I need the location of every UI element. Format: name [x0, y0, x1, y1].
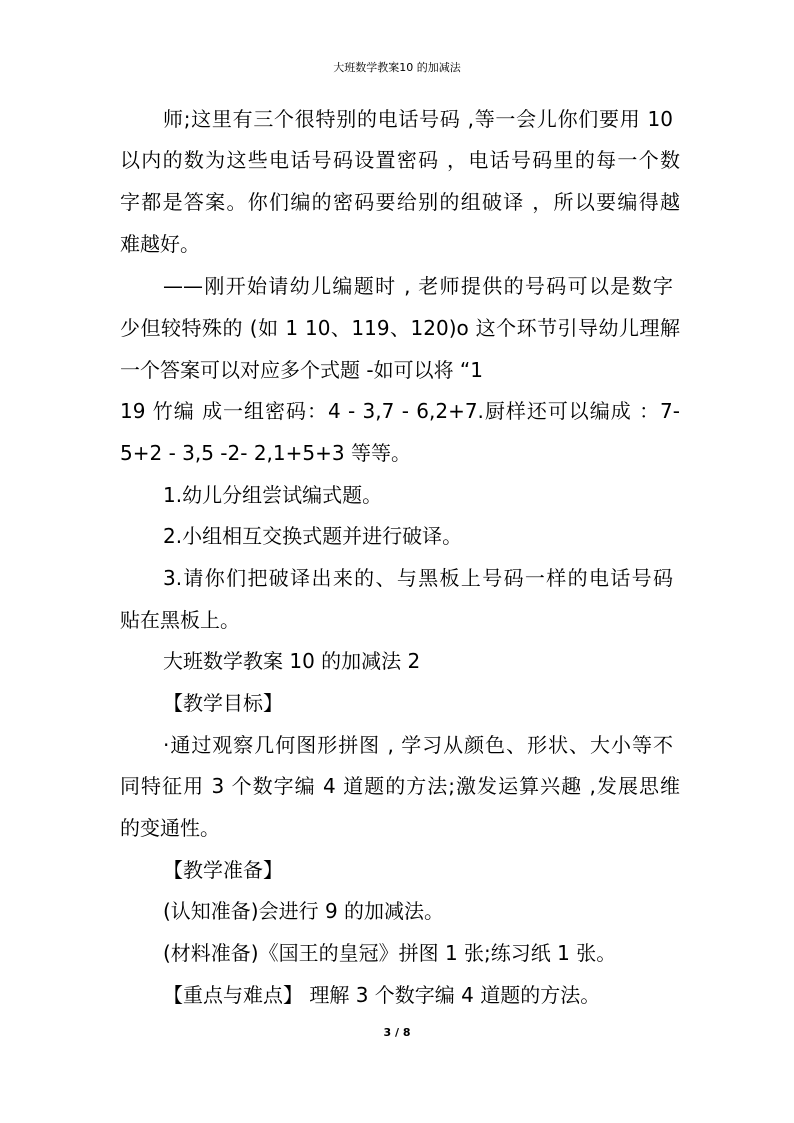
body-text-line: ——刚开始请幼儿编题时 , 老师提供的号码可以是数字 — [163, 274, 673, 298]
body-text-line: 一个答案可以对应多个式题 -如可以将 “1 — [120, 358, 484, 382]
body-text-line: 1.幼儿分组尝试编式题。 — [163, 483, 383, 507]
body-text-line: 师;这里有三个很特别的电话号码 ,等一会儿你们要用 10 — [163, 107, 673, 131]
section-heading: 大班数学教案 10 的加减法 2 — [163, 649, 421, 673]
section-heading: 【教学准备】 — [163, 858, 283, 882]
body-text-line: 【重点与难点】 理解 3 个数字编 4 道题的方法。 — [163, 983, 601, 1007]
body-text-line: ·通过观察几何图形拼图 , 学习从颜色、形状、大小等不 — [163, 733, 673, 757]
body-text-line: 以内的数为这些电话号码设置密码 ，电话号码里的每一个数 — [120, 148, 680, 172]
body-text-line: 19 竹编 成一组密码：4 - 3,7 - 6,2+7.厨样还可以编成 ：7- — [120, 399, 680, 423]
body-text-line: 3.请你们把破译出来的、与黑板上号码一样的电话号码 — [163, 566, 673, 590]
body-text-line: 少但较特殊的 (如 1 10、119、120)o 这个环节引导幼儿理解 — [120, 316, 680, 340]
page-number: 3 / 8 — [383, 1026, 411, 1039]
section-heading: 【教学目标】 — [163, 691, 283, 715]
page-header: 大班数学教案10 的加减法 — [333, 61, 461, 74]
body-text-line: 贴在黑板上。 — [120, 608, 240, 632]
body-text-line: 2.小组相互交换式题并进行破译。 — [163, 524, 463, 548]
body-text-line: 同特征用 3 个数字编 4 道题的方法;激发运算兴趣 ,发展思维 — [120, 774, 680, 798]
body-text-line: 字都是答案。你们编的密码要给别的组破译 ，所以要编得越 — [120, 190, 680, 214]
body-text-line: 难越好。 — [120, 232, 200, 256]
body-text-line: (认知准备)会进行 9 的加减法。 — [163, 899, 445, 923]
body-text-line: 5+2 - 3,5 -2- 2,1+5+3 等等。 — [120, 441, 411, 465]
body-text-line: 的变通性。 — [120, 816, 220, 840]
body-text-line: (材料准备)《国王的皇冠》拼图 1 张;练习纸 1 张。 — [163, 941, 617, 965]
